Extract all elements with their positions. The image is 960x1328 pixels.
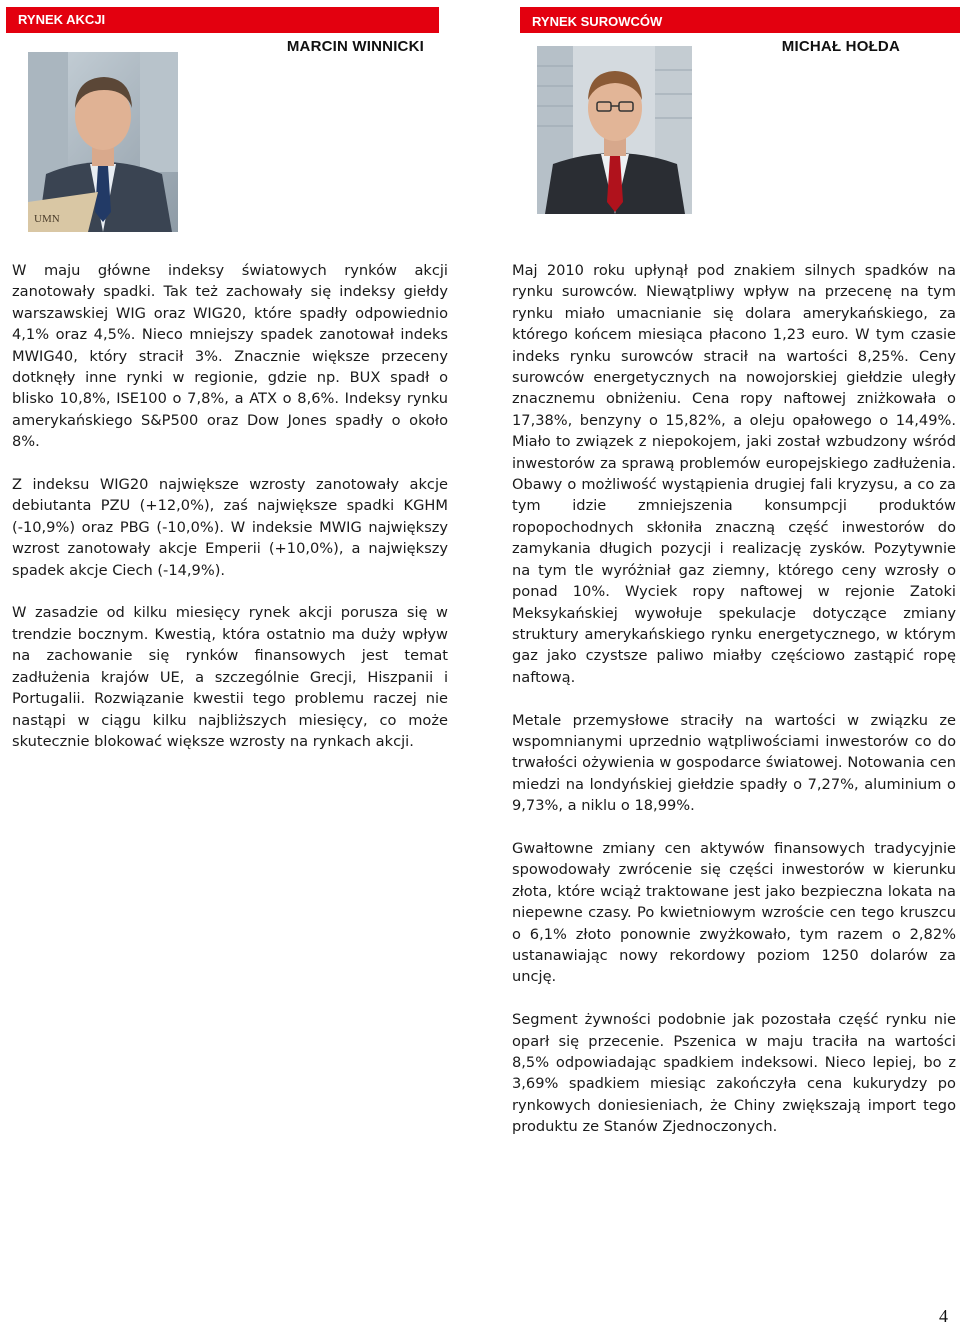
paragraph: W zasadzie od kilku miesięcy rynek akcji porusza się w trendzie bocznym. Kwestią, która ostatnio ma duży wpływ na zachowanie się rynków finansowych jest temat zadłużenia krajów UE, a szczególnie Grecji, Hiszpanii i Portugalii. Rozwiązanie kwestii tego problemu raczej nie nastąpi w ciągu kilku najbliższych miesięcy, co może skutecznie blokować większe wzrosty na rynkach akcji. (12, 604, 448, 750)
author-name: MARCIN WINNICKI (286, 38, 424, 55)
author-photo (537, 46, 692, 214)
author-name: MICHAŁ HOŁDA (781, 38, 900, 55)
paragraph: Metale przemysłowe straciły na wartości w związku ze wspomnianymi uprzednio wątpliwościami inwestorów co do trwałości ożywienia w gospodarce światowej. Notowania cen miedzi na londyńskiej giełdzie spadły o 7,27%, aluminium o 9,73%, a niklu o 18,99%. (512, 711, 956, 815)
paragraph: Maj 2010 roku upłynął pod znakiem silnych spadków na rynku surowców. Niewątpliwy wpływ na przecenę na tym rynku miało umacnianie się dolara amerykańskiego, za którego końcem miesiąca płacono 1,23 euro. W tym czasie indeks rynku surowców stracił na wartości 8,25%. Ceny surowców energetycznych na nowojorskiej giełdzie uległy znacznemu obniżeniu. Cena ropy naftowej zniżkowała o 17,38%, benzyny o 15,82%, a oleju opałowego o 14,49%. Miało to związek z niepokojem, jaki został wzbudzony wśród inwestorów za sprawą problemów europejskiego zadłużenia. Obawy o możliwość wystąpienia drugiej fali kryzysu, a co za tym idzie zmniejszenia konsumpcji produktów ropopochodnych skłoniła znaczną część inwestorów do zamykania długich pozycji i realizację zysków. Pozytywnie na tym tle wyróżniał gaz ziemny, którego ceny wzrosły o ponad 10%. Wyciek ropy naftowej w rejonie Zatoki Meksykańskiej wywołuje spekulacje dotyczące zmiany struktury amerykańskiego rynku energetycznego, w którym gaz jako czystsze paliwo miałby częściowo zastąpić ropę naftową. (512, 262, 956, 686)
article-text (12, 260, 448, 774)
paragraph: W maju główne indeksy światowych rynków akcji zanotowały spadki. Tak też zachowały się indeksy giełdy warszawskiej WIG oraz WIG20, które spadły odpowiednio 4,1% oraz 4,5%. Nieco mniejszy spadek zanotował indeks MWIG40, który stracił 3%. Znacznie większe przeceny dotknęły inne rynki w regionie, gdzie np. BUX spadł o blisko 10,8%, ISE100 o 7,8%, a ATX o 8,6%. Indeksy rynku amerykańskiego S&P500 oraz Dow Jones spadły o około 8%. (12, 262, 448, 451)
section-header (6, 7, 439, 33)
section-title: RYNEK AKCJI (18, 12, 106, 27)
paragraph: Z indeksu WIG20 największe wzrosty zanotowały akcje debiutanta PZU (+12,0%), zaś największe spadki KGHM (-10,9%) oraz PBG (-10,0%). W indeksie MWIG największy wzrost zanotowały akcje Emperii (+10,0%), a największy spadek akcje Ciech (-14,9%). (12, 476, 448, 579)
paragraph: Segment żywności podobnie jak pozostała część rynku nie oparł się przecenie. Pszenica w maju traciła na wartości 8,5% odpowiadając spadkiem indeksowi. Nieco lepiej, bo z 3,69% spadkiem miesiąc zakończyła cena kukurydzy po rynkowych doniesieniach, że Chiny zwiększają import tego produktu ze Stanów Zjednoczonych. (512, 1011, 956, 1136)
article-text (512, 260, 956, 1159)
author-photo (28, 52, 178, 232)
section-title: RYNEK SUROWCÓW (532, 14, 663, 29)
page-number: 4 (939, 1306, 948, 1326)
section-header (520, 7, 960, 33)
svg-text:UMN: UMN (34, 213, 60, 225)
paragraph: Gwałtowne zmiany cen aktywów finansowych tradycyjnie spowodowały zwrócenie się części inwestorów w kierunku złota, które wciąż traktowane jest jako bezpieczna lokata na niepewne czasy. Po kwietniowym wzroście cen tego kruszcu o 6,1% złoto ponownie zwyżkowało, tym razem o 2,82% ustanawiając nowy rekordowy poziom 1250 dolarów za uncję. (512, 839, 956, 986)
